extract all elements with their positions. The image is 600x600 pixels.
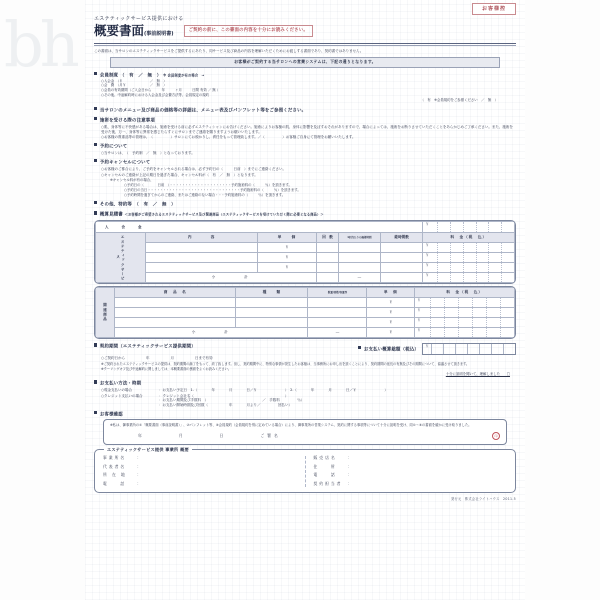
colon: ： (137, 455, 141, 461)
office-field-value[interactable] (353, 482, 508, 487)
bullet-square-icon (94, 343, 97, 346)
col-time-per-session: 1回当たりの施術時間 (338, 233, 380, 243)
confirmation-box (103, 419, 507, 445)
read-notice: ご契約の前に、この書面の内容を十分にお読みください。 (184, 25, 313, 37)
cell-product-name[interactable] (115, 318, 236, 328)
signature-row[interactable] (110, 432, 500, 440)
section-menu-note (94, 107, 516, 114)
cancel-fee-dots: ・・・・・・・・・・・・・・・・・・・・ (169, 183, 232, 187)
section-payment (94, 380, 516, 407)
cell-fee[interactable]: ￥ (423, 263, 515, 273)
cell-kind[interactable] (236, 308, 308, 318)
period-note: ※クーリングオフ及び中途解約に関しましては、本概要書面の裏面をよくお読みください。 (101, 367, 232, 372)
membership-condition: ※ 会員制度が有の場合 → (163, 73, 205, 78)
cell-content[interactable] (146, 253, 258, 263)
cell-count[interactable] (317, 263, 339, 273)
cancel-fee-dots: ・・・・・・・・・・・・・・・・・・・・・・・・・・・・・・ (147, 188, 241, 193)
cell-kind[interactable] (236, 298, 308, 308)
office-field-key: 電 話 (103, 480, 127, 486)
others-heading[interactable] (94, 201, 516, 208)
cell-time[interactable] (338, 263, 380, 273)
cell-unit-price[interactable]: ￥ (257, 243, 316, 253)
section-membership (94, 72, 516, 104)
membership-option[interactable]: ○入会金 （￥ ／ 無 ） (101, 78, 167, 83)
estimate-heading (94, 211, 516, 218)
cell-kind[interactable] (236, 318, 308, 328)
subtotal-fee[interactable]: ￥ (415, 328, 515, 338)
cell-unit-price[interactable]: ￥ (257, 253, 316, 263)
colon: ： (137, 463, 141, 469)
customer-copy-badge: お客様控 (472, 3, 516, 15)
office-field-key: 事業所名 (103, 455, 127, 461)
col-product-name: 商 品 名 (115, 288, 236, 298)
bullet-square-icon (94, 380, 97, 383)
colon: ： (347, 472, 352, 478)
period-note: ※ご契約されたエステティックサービスの提供は、契約期間の満了をもって、終了致します。但し、契約期間中に、特別な事情が発生したお客様は、当事務所にお申し出を頂くことにより、契約期間の延長の有無及びその期間について、協議させて頂きます。 (101, 362, 470, 367)
col-total-time: 総時間数 (380, 233, 423, 243)
confirmation-body: ※私は、御事業所の①「概要書面（事前説明書）」、②パンフレット等、③会員規約（会員規約を別に定めている場合）により、御事業所の営業システム、契約に関する事項等について十分に説明を受け、同①～③の書面を確かに受け取りました。 (110, 423, 472, 428)
section-cancel (94, 159, 516, 197)
payment-cash-value[interactable]: ：お支払い予定日 1.（ 年 月 日／￥ ） 2.（ 年 月 日／￥ ） (159, 388, 388, 393)
office-field-value[interactable] (142, 482, 297, 487)
title-divider (94, 43, 516, 44)
office-field-value[interactable] (142, 456, 297, 461)
cancel-sub-heading: ※キャンセル料が有の場合、 (110, 177, 154, 182)
estimate-subheading: ＜お客様がご希望されるエステティックサービス及び関連商品（エステティックサービスを受けていただく際に必要となる商品）＞ (124, 212, 324, 217)
table-row[interactable] (96, 318, 515, 328)
office-right-column (306, 456, 508, 487)
table-row[interactable] (96, 308, 515, 318)
payment-heading (94, 380, 516, 387)
cell-unit-price[interactable]: ￥ (367, 318, 415, 328)
office-legend: エステティックサービス提供 事業所 概要 (104, 447, 192, 452)
service-table-header (96, 233, 515, 243)
office-field-key: 電 話 (313, 472, 337, 478)
table-row[interactable] (96, 298, 515, 308)
menu-note-heading (94, 107, 516, 114)
goods-subtotal-label: 小 計 (115, 328, 308, 338)
col-content: 内 容 (146, 233, 258, 243)
office-summary-box (94, 446, 516, 493)
cell-content[interactable] (146, 263, 258, 273)
col-fee: 料 金（税 込） (423, 233, 515, 243)
cancel-heading (94, 159, 516, 166)
cell-product-name[interactable] (115, 308, 236, 318)
bullet-square-icon (94, 72, 97, 75)
service-subtotal-row (96, 273, 515, 283)
service-table (95, 221, 515, 283)
page-title (94, 23, 174, 39)
office-field-value[interactable] (142, 465, 297, 470)
goods-subtotal-row (96, 328, 515, 338)
entry-fee-amount[interactable] (423, 222, 515, 233)
cancel-fee-label: ○予約日の（ 日前 ） (124, 183, 170, 187)
credit-term-fee[interactable]: ：お支払い期間及び手数料 （ ／ 手数料 ％） (159, 398, 305, 403)
page-title-note: (事前説明書) (144, 31, 174, 38)
entry-fee-row (96, 222, 515, 233)
cell-unit-price[interactable]: ￥ (367, 308, 415, 318)
total-amount-group (358, 343, 516, 355)
document-subtitle: エステティックサービス提供における (94, 16, 184, 22)
office-field-value[interactable] (353, 473, 508, 478)
bullet-square-icon (358, 346, 361, 349)
understood-label: 十分に説明を聞いて、理解しました □ (445, 371, 510, 376)
service-subtotal-label: 小 計 (146, 273, 317, 283)
cell-time[interactable] (338, 243, 380, 253)
service-vertical-label: エステティックサービス (96, 233, 146, 283)
cell-total-time[interactable] (380, 253, 423, 263)
caution-item[interactable]: ○お客様の貴重品等の管理は、（ ）サロンにてお預かりし、責任をもって管理致します。／（ ）お客様ご自身にて管理をお願いいたします。 (101, 135, 356, 140)
period-line[interactable]: ○ご契約日から 年 月 日まで有効 (101, 356, 213, 361)
section-period (94, 343, 350, 350)
cell-qty[interactable] (308, 308, 367, 318)
total-heading (358, 346, 419, 353)
cell-fee[interactable]: ￥ (423, 253, 515, 263)
section-others (94, 201, 516, 208)
office-field[interactable] (103, 482, 297, 487)
office-field-value[interactable] (142, 473, 297, 478)
bullet-square-icon (94, 143, 97, 146)
confirmation-heading (94, 411, 516, 418)
col-fee: 料 金（税 込） (415, 288, 515, 298)
service-estimate-table (94, 220, 516, 284)
section-estimate (94, 211, 516, 218)
payment-credit-label: ○クレジット支払いの場合 (101, 393, 143, 398)
caution-heading (94, 117, 516, 124)
cancel-fee-tail: 予約施術料の（ ％）を頂きます。 (224, 193, 286, 198)
cancel-item[interactable]: ○キャンセルのご連絡が上記の期日を過ぎた場合、キャンセル料が（ 有 ／ 無 ）となります。 (101, 172, 258, 177)
cancel-heading-text: 予約キャンセルについて (99, 160, 151, 166)
cell-fee[interactable]: ￥ (415, 318, 515, 328)
office-field[interactable] (314, 482, 508, 487)
credit-company[interactable]: ：クレジット会社名（ ） (159, 393, 289, 398)
office-field-key: 代表者名 (103, 463, 127, 469)
subtotal-dash: ― (338, 273, 380, 283)
bullet-square-icon (94, 107, 97, 110)
membership-option[interactable]: ○会員の有効期間（ご入会日から 年 ヶ月 日間 有効 ／ 無 ） (101, 88, 221, 93)
section-confirmation (94, 411, 516, 418)
caution-item: ○肌、身体等に不快感がある場合は、施術を受ける前に必ずエステティシャンにお告げください。施術によりお客様の肌、身体に影響を及ぼすおそれがありますので、場合によっては、施術をお断りさせていただくことをあらかじめご了承ください。また、施術を受けた後、万一、身体等に異常を感じたらすぐにサロンまでご連絡を賜りますようお願いいたします。 (101, 125, 513, 134)
membership-heading (94, 72, 516, 79)
cancel-fee-label: ○予約時間を過ぎてからのご連絡、またはご連絡のない場合 (124, 193, 216, 198)
office-field[interactable] (314, 465, 508, 470)
colon: ： (347, 455, 352, 461)
estimate-heading-text: 概算見積書 (99, 212, 123, 218)
office-field[interactable] (103, 465, 297, 470)
cell-count[interactable] (317, 253, 339, 263)
membership-option[interactable]: ○その他、中途解約時における入会金及び会費方法等、会員規定の規約 (101, 93, 210, 98)
cell-qty[interactable] (308, 318, 367, 328)
yen-symbol: ￥ (423, 222, 438, 232)
cancel-fee-tail: 予約施術料の（ ％）を頂きます。 (231, 183, 292, 187)
signature-date-line[interactable]: 年 月 日 ご署名 (138, 433, 281, 439)
office-field[interactable] (314, 456, 508, 461)
table-row[interactable] (96, 243, 515, 253)
cell-fee[interactable]: ￥ (415, 298, 515, 308)
total-amount-input[interactable] (422, 343, 516, 355)
period-body (94, 356, 516, 376)
bullet-square-icon (94, 411, 97, 414)
payment-cash-row[interactable] (101, 388, 516, 392)
payment-heading-text: お支払い方法・時期 (99, 381, 142, 387)
office-field-value[interactable] (353, 456, 508, 461)
office-field-key: 所 在 地 (103, 472, 127, 478)
subtotal-count[interactable] (317, 273, 339, 283)
office-grid (103, 456, 507, 487)
cancel-fee-row[interactable] (124, 188, 516, 192)
payment-credit-values[interactable] (159, 394, 304, 407)
yen-symbol: ￥ (423, 344, 432, 354)
menu-note-text: 当サロンのメニュー及び商品の価格等の詳細は、メニュー表及びパンフレット等をご参照ください。 (99, 108, 307, 114)
cancel-fee-row[interactable] (124, 183, 516, 187)
system-banner: お客様がご契約する当サロンへの営業システムは、下記の通りとなります。 (110, 57, 500, 68)
col-count: 回 数 (317, 233, 339, 243)
page-title-main: 概要書面 (94, 23, 145, 39)
seal-icon: 印 (492, 432, 500, 440)
total-heading-text: お支払い概算総額（税込） (363, 347, 419, 353)
office-field-key: 住 所 (313, 463, 337, 469)
office-field[interactable] (103, 456, 297, 461)
cell-content[interactable] (146, 243, 258, 253)
office-left-column (103, 456, 306, 487)
cancel-fee-tail: 予約施術料の（ ％）を頂きます。 (240, 188, 301, 193)
table-row[interactable] (96, 263, 515, 273)
cell-total-time[interactable] (380, 243, 423, 253)
confirmation-heading-text: お客様確認 (99, 411, 123, 417)
period-heading (94, 343, 350, 350)
title-row (94, 23, 525, 39)
subtotal-dash: ― (308, 328, 367, 338)
bullet-square-icon (94, 159, 97, 162)
cell-time[interactable] (338, 253, 380, 263)
reservation-heading (94, 143, 516, 150)
page-watermark: bh (4, 8, 76, 81)
payment-cash-label: ○現金支払いの場合 (101, 388, 133, 393)
document-page (85, 0, 525, 600)
cell-unit-price[interactable]: ￥ (367, 298, 415, 308)
col-qty: 数量/回数/容量等 (308, 288, 367, 298)
caution-heading-text: 施術を受ける際の注意事項 (99, 118, 155, 124)
membership-choice[interactable]: （ 有 ／ 無 ） (120, 73, 162, 79)
colon: ： (347, 463, 352, 469)
period-heading-text: 契約期間（エステティックサービス提供期間） (99, 344, 196, 350)
others-heading-text: その他、特約等 （ 有 ／ 無 ） (99, 202, 176, 208)
reservation-heading-text: 予約について (99, 144, 128, 150)
cell-total-time[interactable] (380, 263, 423, 273)
understood-checkbox-row[interactable] (94, 372, 516, 377)
bullet-square-icon (94, 211, 97, 214)
cell-product-name[interactable] (115, 298, 236, 308)
col-unit-price: 単 価 (367, 288, 415, 298)
title-divider-thin (94, 45, 516, 46)
bullet-square-icon (94, 201, 97, 204)
cell-unit-price[interactable]: ￥ (257, 263, 316, 273)
membership-options (101, 79, 516, 104)
subtotal-total-time[interactable] (380, 273, 423, 283)
cell-count[interactable] (317, 243, 339, 253)
colon: ： (137, 472, 141, 478)
subtotal-unit-price[interactable]: ￥ (367, 328, 415, 338)
credit-start-count[interactable]: ：お支払い開始時期及び回数（ 年 月より／ 回払い） (159, 402, 292, 407)
colon: ： (347, 480, 352, 486)
cancel-fee-label: ○予約日の当日 (124, 188, 148, 193)
section-caution (94, 117, 516, 139)
colon: ： (137, 480, 141, 486)
cell-fee[interactable]: ￥ (415, 308, 515, 318)
goods-vertical-label: 関連商品 (96, 288, 115, 338)
section-reservation (94, 143, 516, 155)
goods-table (95, 287, 515, 338)
office-field[interactable] (314, 473, 508, 478)
payment-credit-row[interactable] (101, 394, 516, 407)
col-unit-price: 単 価 (257, 233, 316, 243)
subtotal-fee[interactable]: ￥ (423, 273, 515, 283)
col-kind: 種 類 (236, 288, 308, 298)
cell-fee[interactable]: ￥ (423, 243, 515, 253)
lead-paragraph: この書面は、当サロンのエステティックサービスをご提供するにあたり、同サービス及び商品の内容を理解いただくためにお渡しする書面であり、契約書ではありません。 (94, 48, 364, 53)
goods-table-header (96, 288, 515, 298)
cell-qty[interactable] (308, 298, 367, 308)
bullet-square-icon (94, 117, 97, 120)
membership-rule-note[interactable]: （ 有 ※会員規約をご参照ください ／ 無 ） (420, 98, 498, 103)
office-field[interactable] (103, 473, 297, 478)
table-row[interactable] (96, 253, 515, 263)
cancel-fee-dots: ・・・ (215, 193, 225, 198)
membership-option[interactable]: ○会 費 （月￥ ／ 無 ） (101, 83, 167, 88)
reservation-item[interactable]: ○当サロンは、（ 予約制 ／ 無 ）となっております。 (101, 151, 195, 156)
cancel-item[interactable]: ○お客様のご都合により、ご予約をキャンセルされる場合は、必ず予約日の（ 日前 ）までにご連絡ください。 (101, 167, 287, 172)
membership-heading-text: 会員制度 (99, 73, 119, 79)
office-field-key: 販売店名 (313, 455, 337, 461)
office-field-key: 契約担当者 (313, 480, 343, 486)
issuer-footer: 発行元 株式会社ライトハウス 2011.5 (450, 496, 516, 501)
period-and-total (94, 343, 516, 355)
office-field-value[interactable] (353, 465, 508, 470)
entry-fee-label: 入 会 金 (96, 222, 423, 233)
cancel-fee-row[interactable] (124, 193, 516, 197)
goods-estimate-table (94, 286, 516, 339)
